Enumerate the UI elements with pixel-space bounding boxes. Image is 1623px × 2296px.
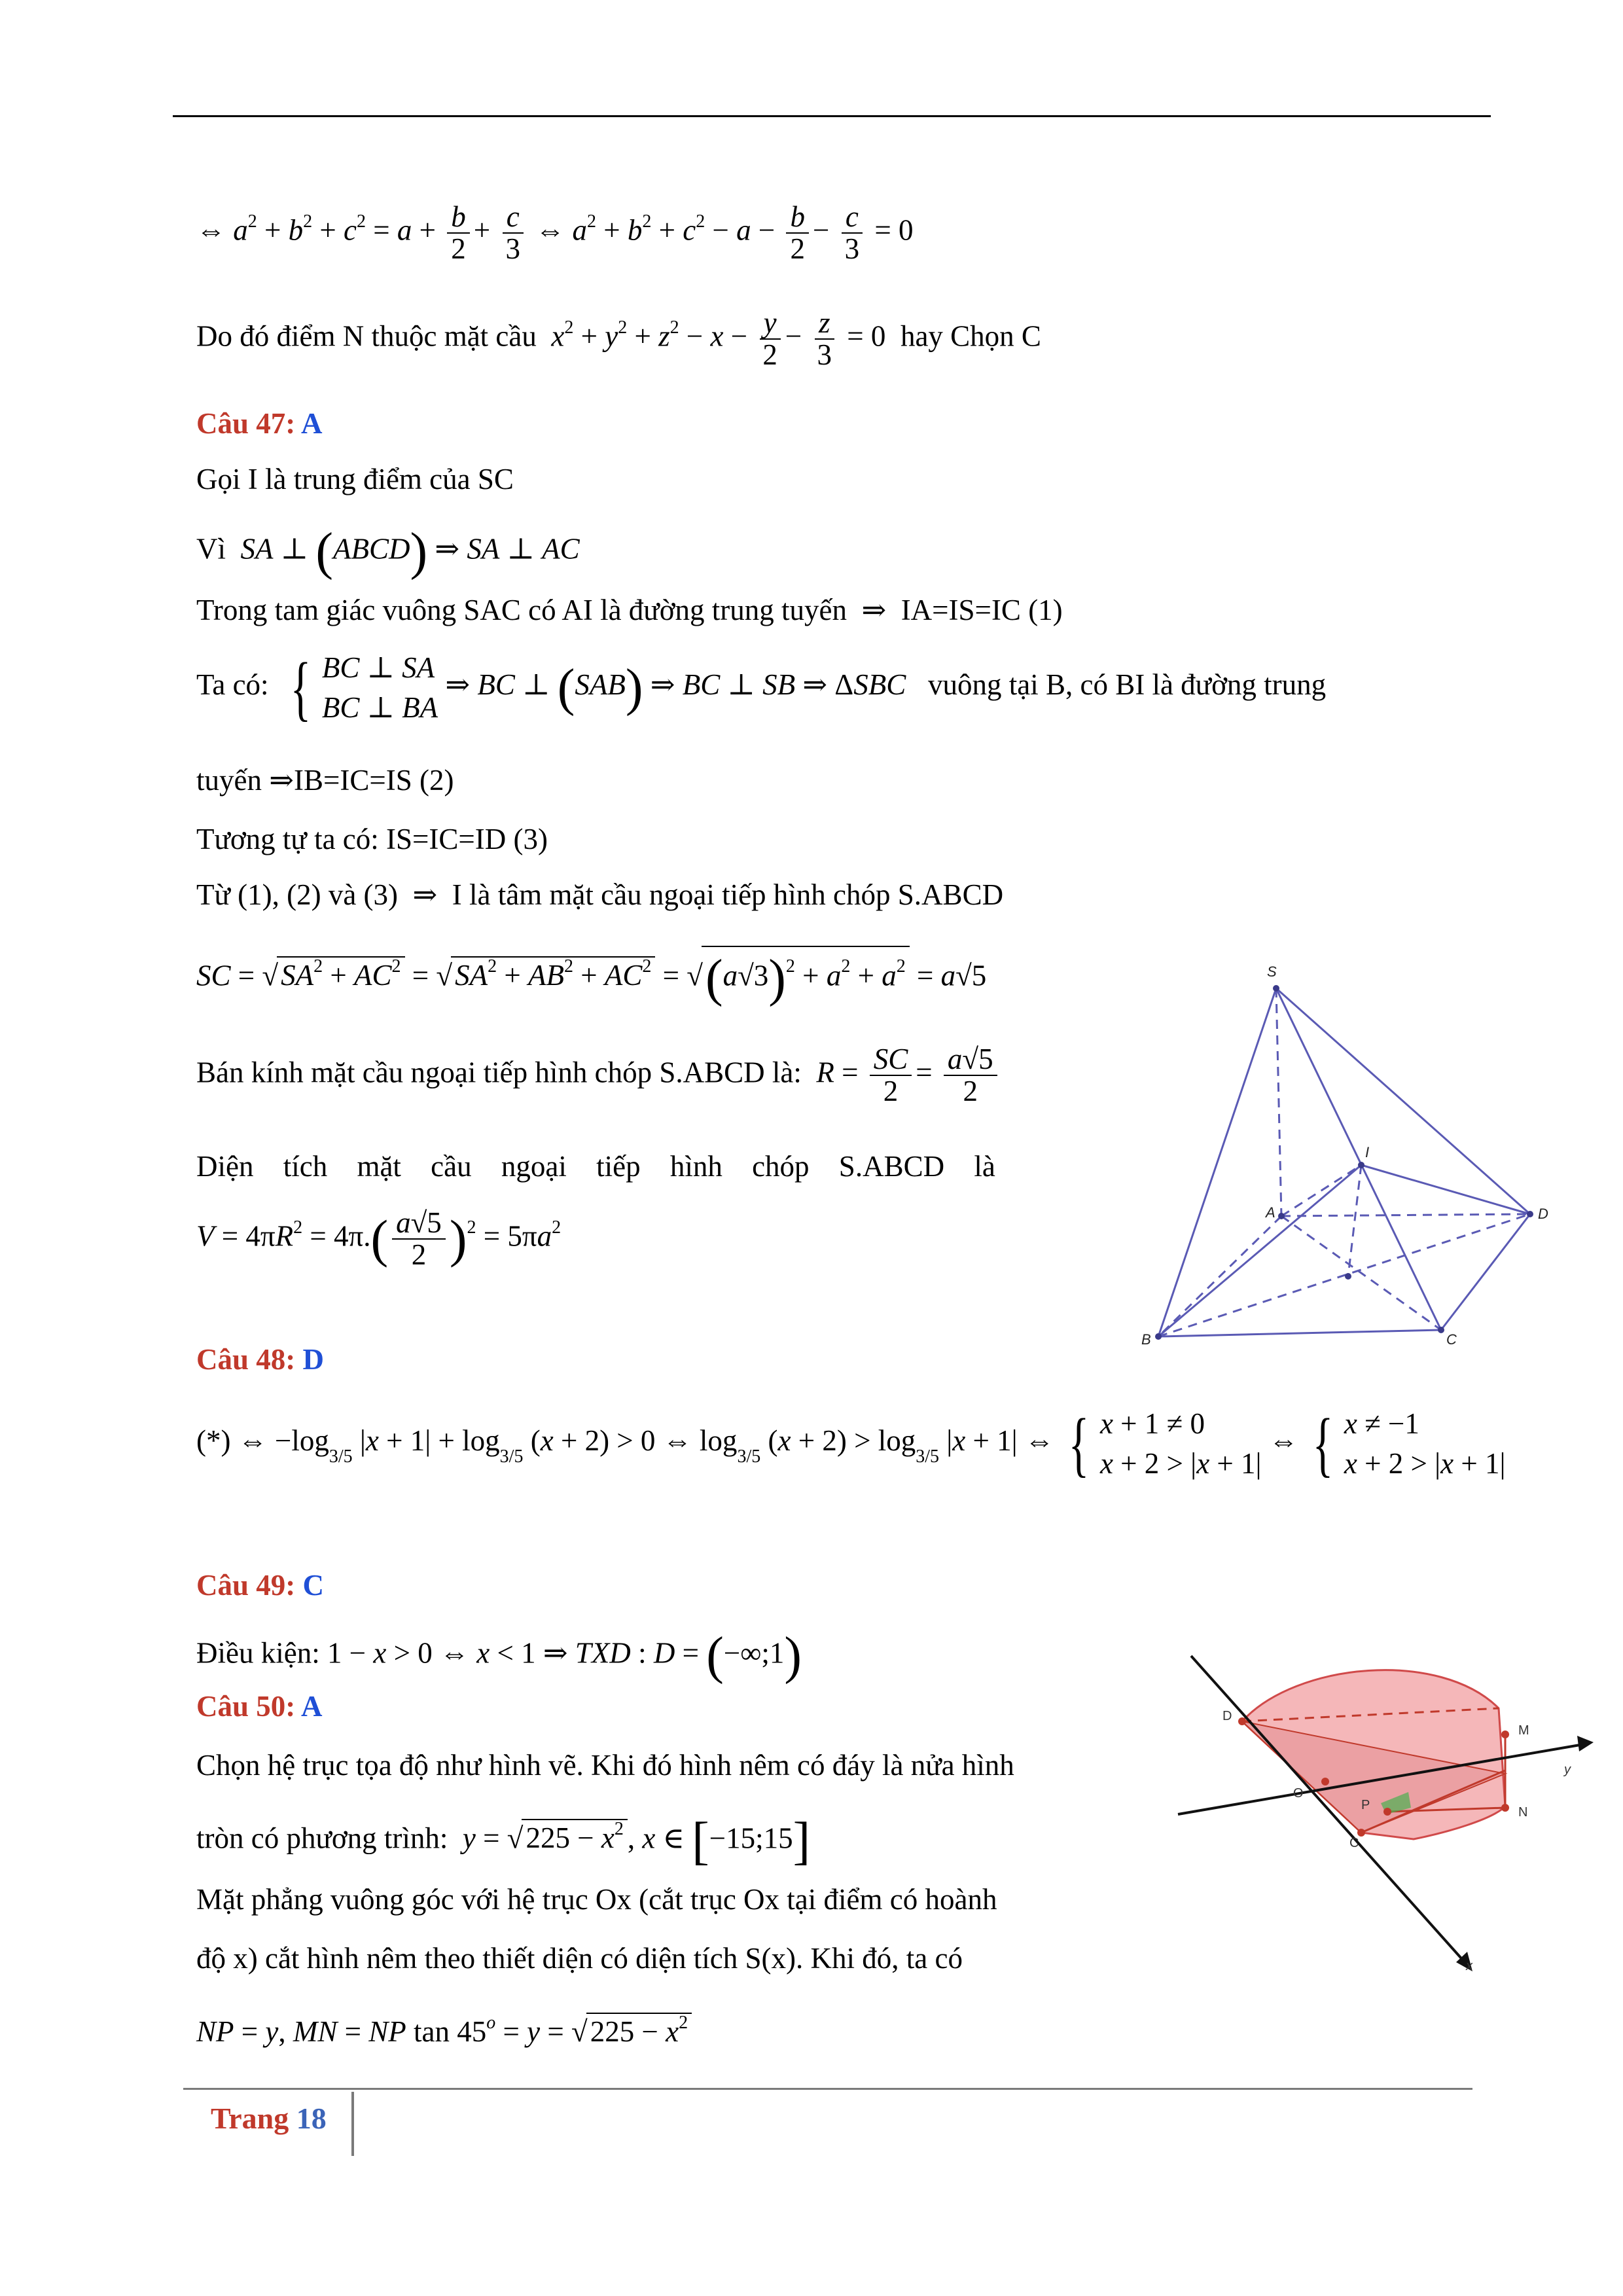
segment-io-hidden (1348, 1165, 1361, 1276)
edge-sc (1276, 988, 1441, 1330)
question-47-heading: Câu 47: A (196, 407, 323, 440)
page-number: Trang 18 (211, 2102, 327, 2135)
pyramid-figure (1126, 949, 1558, 1355)
q50-line-3: Mặt phẳng vuông góc với hệ trục Ox (cắt trục Ox tại điểm có hoành (196, 1883, 997, 1916)
label-b: B (1141, 1331, 1151, 1348)
diagonal-ac-hidden (1281, 1216, 1441, 1330)
label-c: C (1446, 1331, 1457, 1348)
wedge-label-d: D (1222, 1709, 1232, 1723)
segment-bi (1158, 1165, 1361, 1336)
label-d: D (1538, 1206, 1548, 1222)
q47-radius-line: Bán kính mặt cầu ngoại tiếp hình chóp S.ABCD là: R = $\frac{SC}{2}$ = $\frac{a√5}{2}$ (196, 1044, 1001, 1107)
q47-line-2: Vì SA ⊥ (ABCD) ⇒ SA ⊥ AC (196, 523, 580, 581)
q50-line-1: Chọn hệ trục tọa độ như hình vẽ. Khi đó hình nêm có đáy là nửa hình (196, 1749, 1014, 1782)
q50-equation: NP = y, MN = NP $\tan 45^o = y = √225 - x^2$ (196, 2013, 692, 2049)
segment-id (1361, 1165, 1530, 1214)
wedge-label-x: x (1466, 1959, 1472, 1973)
question-50-heading: Câu 50: A (196, 1690, 323, 1723)
header-rule (173, 115, 1491, 117)
wedge-label-o: O (1293, 1786, 1304, 1801)
edge-sb (1158, 988, 1276, 1336)
label-s: S (1267, 963, 1277, 980)
wedge-label-n: N (1518, 1805, 1528, 1820)
footer-divider (351, 2092, 354, 2156)
equation-line: ⇔ $a^2 + b^2 + c^2 = a$ + $\frac{b}{2}$ + $\frac{c}{3}$ ⇔ $a^2 + b^2 + c^2 - a$ − $\frac{b}{2}$ − $\frac{c}{3}$ = 0 (196, 200, 914, 266)
q47-area-line: Diện tích mặt cầu ngoại tiếp hình chóp S.ABCD là (196, 1150, 995, 1183)
conclusion-line: Do đó điểm N thuộc mặt cầu $x^2 + y^2 + z^2 - x$ − $\frac{y}{2}$ − $\frac{z}{3}$ = 0 hay Chọn C (196, 306, 1041, 372)
wedge-label-y: y (1564, 1763, 1571, 1777)
edge-ab-hidden (1158, 1216, 1281, 1336)
edge-bc (1158, 1330, 1441, 1336)
wedge-label-m: M (1518, 1723, 1529, 1738)
q47-sc-equation: SC = $√SA^2 + AC^2 = √SA^2 + AB^2 + AC^2 = √(a√3)^2 + a^2 + a^2 = a√5$ (196, 946, 986, 1010)
edge-cd (1441, 1214, 1530, 1330)
y-axis-arrow (1577, 1736, 1594, 1751)
q50-line-2: tròn có phương trình: $y = √225 - x^2$ , x ∈ [−15;15] (196, 1812, 811, 1870)
label-i: I (1365, 1144, 1370, 1160)
q47-line-7: Từ (1), (2) và (3) ⇒ I là tâm mặt cầu ngoại tiếp hình chóp S.ABCD (196, 878, 1004, 911)
q47-area-equation: $V = 4\pi R^2 = 4\pi$.( $\frac{a√5}{2}$ )$^2 = 5\pi a^2$ (196, 1206, 562, 1272)
edge-ad-hidden (1281, 1214, 1530, 1216)
label-a: A (1266, 1204, 1275, 1221)
footer-rule (183, 2088, 1472, 2090)
q49-condition: Điều kiện: 1 − x > 0 ⇔ x < 1 ⇒ TXD : D = (−∞;1) (196, 1627, 802, 1685)
q47-line-5: tuyến ⇒IB=IC=IS (2) (196, 764, 454, 797)
diagonal-bd-hidden (1158, 1214, 1530, 1336)
edge-sd (1276, 988, 1530, 1214)
wedge-label-c: C (1349, 1836, 1359, 1850)
question-48-heading: Câu 48: D (196, 1343, 325, 1376)
q47-line-4: Ta có: { BC ⊥ SA BC ⊥ BA ⇒ BC ⊥ (SAB) ⇒ BC ⊥ SB ⇒ ΔSBC vuông tại B, có BI là đường trung (196, 647, 1327, 728)
wedge-figure (1165, 1636, 1610, 2003)
segment-ai-hidden (1281, 1165, 1361, 1216)
question-49-heading: Câu 49: C (196, 1569, 325, 1602)
wedge-label-p: P (1361, 1798, 1370, 1812)
edge-sa-hidden (1276, 988, 1281, 1216)
q50-line-4: độ x) cắt hình nêm theo thiết diện có diện tích S(x). Khi đó, ta có (196, 1942, 963, 1975)
q47-line-1: Gọi I là trung điểm của SC (196, 463, 514, 495)
q47-line-3: Trong tam giác vuông SAC có AI là đường trung tuyến ⇒ IA=IS=IC (1) (196, 594, 1063, 626)
q47-line-6: Tương tự ta có: IS=IC=ID (3) (196, 823, 548, 855)
q48-equation: (*) ⇔ $-\log_{3/5}$ $|x + 1| + \log_{3/5} (x + 2) > 0$ ⇔ $\log_{3/5} (x + 2) > \log_{3/5} |x + 1|$ ⇔ { x + 1 ≠ 0 x + 2 > |x + 1| ⇔ { x ≠ −1 x + 2 > |x + 1| (196, 1403, 1506, 1484)
